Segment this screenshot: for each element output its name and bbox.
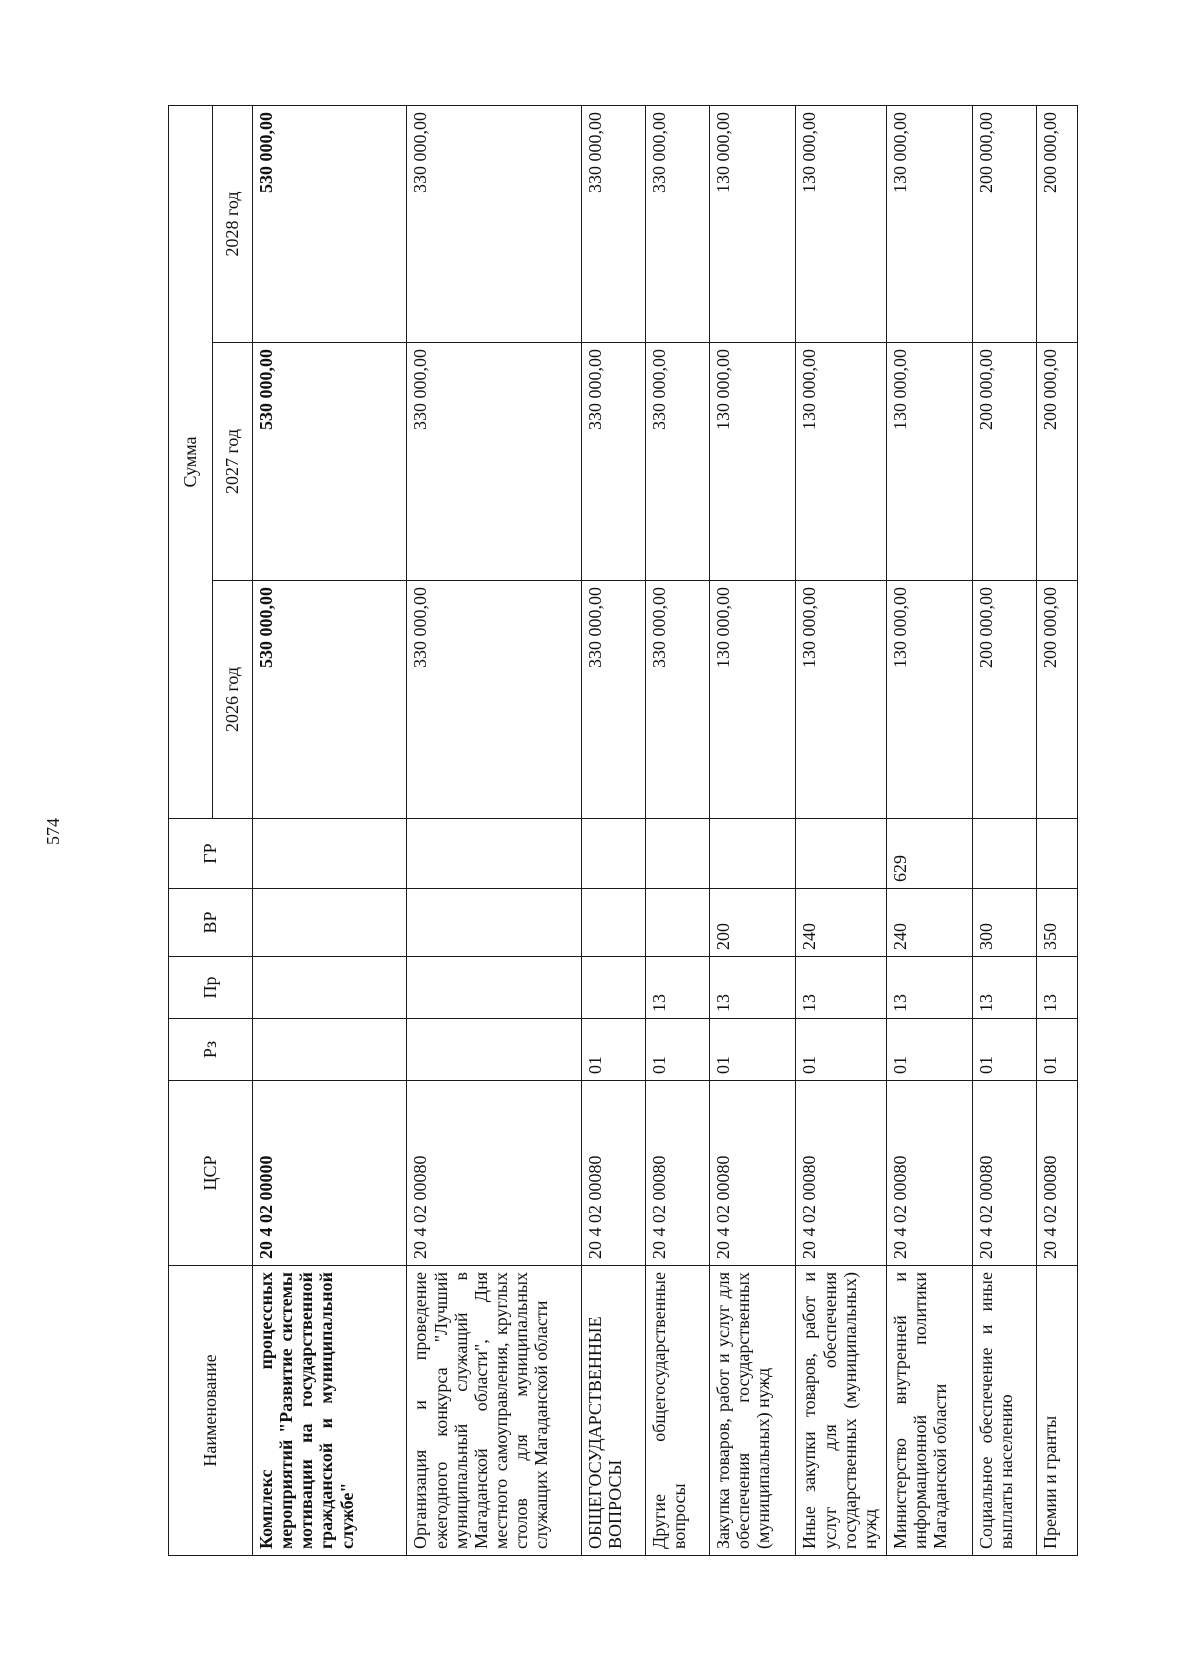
row-rz xyxy=(253,1019,407,1081)
row-sum-2027: 330 000,00 xyxy=(646,343,710,581)
row-csr: 20 4 02 00080 xyxy=(582,1081,646,1266)
row-sum-2028: 330 000,00 xyxy=(646,105,710,342)
row-sum-2026: 130 000,00 xyxy=(886,581,972,819)
row-rz: 01 xyxy=(582,1019,646,1081)
header-pr: Пр xyxy=(169,957,253,1019)
row-csr: 20 4 02 00080 xyxy=(1036,1081,1077,1266)
row-pr xyxy=(582,957,646,1019)
row-rz: 01 xyxy=(796,1019,886,1081)
row-gr xyxy=(972,819,1036,889)
table-row xyxy=(709,105,795,1555)
row-vr: 300 xyxy=(972,889,1036,957)
row-gr xyxy=(709,819,795,889)
header-vr: ВР xyxy=(169,889,253,957)
header-csr: ЦСР xyxy=(169,1081,253,1266)
row-sum-2028: 330 000,00 xyxy=(407,105,582,342)
row-sum-2027: 330 000,00 xyxy=(582,343,646,581)
row-sum-2027: 330 000,00 xyxy=(407,343,582,581)
header-row-1 xyxy=(169,105,213,1555)
row-name: Социальное обеспечение и иные выплаты населению xyxy=(972,1266,1036,1556)
budget-table xyxy=(168,105,1078,1556)
row-sum-2028: 200 000,00 xyxy=(972,105,1036,342)
row-sum-2028: 530 000,00 xyxy=(253,105,407,342)
row-sum-2027: 200 000,00 xyxy=(1036,343,1077,581)
table-row xyxy=(407,105,582,1555)
row-sum-2027: 530 000,00 xyxy=(253,343,407,581)
row-rz: 01 xyxy=(972,1019,1036,1081)
row-vr: 240 xyxy=(886,889,972,957)
row-name: Другие общегосударственные вопросы xyxy=(646,1266,710,1556)
row-name: Премии и гранты xyxy=(1036,1266,1077,1556)
row-sum-2028: 130 000,00 xyxy=(709,105,795,342)
row-pr xyxy=(253,957,407,1019)
row-name: Министерство внутренней и информационной политики Магаданской области xyxy=(886,1266,972,1556)
table-row xyxy=(1036,105,1077,1555)
row-rz: 01 xyxy=(1036,1019,1077,1081)
header-year-2026: 2026 год xyxy=(213,581,253,819)
header-sum: Сумма xyxy=(169,105,213,818)
table-body xyxy=(253,105,1078,1555)
row-csr: 20 4 02 00080 xyxy=(886,1081,972,1266)
row-vr: 240 xyxy=(796,889,886,957)
row-sum-2026: 130 000,00 xyxy=(709,581,795,819)
row-vr xyxy=(582,889,646,957)
row-sum-2027: 130 000,00 xyxy=(886,343,972,581)
row-sum-2027: 200 000,00 xyxy=(972,343,1036,581)
row-vr: 350 xyxy=(1036,889,1077,957)
table-row xyxy=(886,105,972,1555)
row-sum-2028: 130 000,00 xyxy=(796,105,886,342)
row-vr xyxy=(407,889,582,957)
header-year-2027: 2027 год xyxy=(213,343,253,581)
header-name: Наименование xyxy=(169,1266,253,1556)
row-vr xyxy=(253,889,407,957)
row-sum-2027: 130 000,00 xyxy=(796,343,886,581)
row-name: Комплекс процессных мероприятий "Развитие системы мотивации на государственной гражданской и муниципальной службе" xyxy=(253,1266,407,1556)
row-gr xyxy=(582,819,646,889)
page-number: 574 xyxy=(43,817,63,845)
header-rz: Рз xyxy=(169,1019,253,1081)
row-sum-2026: 130 000,00 xyxy=(796,581,886,819)
row-sum-2026: 330 000,00 xyxy=(646,581,710,819)
rotated-table-stage xyxy=(168,106,1078,1556)
row-gr xyxy=(1036,819,1077,889)
header-year-2028: 2028 год xyxy=(213,105,253,342)
table-row xyxy=(582,105,646,1555)
table-row xyxy=(796,105,886,1555)
row-rz: 01 xyxy=(646,1019,710,1081)
row-gr: 629 xyxy=(886,819,972,889)
row-name: Закупка товаров, работ и услуг для обеспечения государственных (муниципальных) нужд xyxy=(709,1266,795,1556)
row-rz xyxy=(407,1019,582,1081)
row-sum-2026: 200 000,00 xyxy=(1036,581,1077,819)
row-sum-2026: 200 000,00 xyxy=(972,581,1036,819)
row-gr xyxy=(796,819,886,889)
row-sum-2028: 200 000,00 xyxy=(1036,105,1077,342)
row-gr xyxy=(407,819,582,889)
row-pr: 13 xyxy=(646,957,710,1019)
row-name: ОБЩЕГОСУДАРСТВЕННЫЕ ВОПРОСЫ xyxy=(582,1266,646,1556)
row-sum-2026: 330 000,00 xyxy=(407,581,582,819)
table-row xyxy=(646,105,710,1555)
row-gr xyxy=(646,819,710,889)
row-vr: 200 xyxy=(709,889,795,957)
row-rz: 01 xyxy=(886,1019,972,1081)
row-vr xyxy=(646,889,710,957)
row-pr: 13 xyxy=(886,957,972,1019)
row-pr xyxy=(407,957,582,1019)
row-gr xyxy=(253,819,407,889)
row-name: Организация и проведение ежегодного конкурса "Лучший муниципальный служащий в Магаданской области", Дня местного самоуправления, круглых столов для муниципальных служащих Магаданской области xyxy=(407,1266,582,1556)
row-csr: 20 4 02 00000 xyxy=(253,1081,407,1266)
row-csr: 20 4 02 00080 xyxy=(646,1081,710,1266)
row-sum-2028: 330 000,00 xyxy=(582,105,646,342)
row-sum-2028: 130 000,00 xyxy=(886,105,972,342)
row-sum-2026: 330 000,00 xyxy=(582,581,646,819)
row-csr: 20 4 02 00080 xyxy=(796,1081,886,1266)
table-header xyxy=(169,105,253,1555)
table-row xyxy=(253,105,407,1555)
table-row xyxy=(972,105,1036,1555)
row-sum-2027: 130 000,00 xyxy=(709,343,795,581)
row-pr: 13 xyxy=(972,957,1036,1019)
row-sum-2026: 530 000,00 xyxy=(253,581,407,819)
row-rz: 01 xyxy=(709,1019,795,1081)
header-gr: ГР xyxy=(169,819,253,889)
row-csr: 20 4 02 00080 xyxy=(972,1081,1036,1266)
row-name: Иные закупки товаров, работ и услуг для обеспечения государственных (муниципальных) нужд xyxy=(796,1266,886,1556)
row-pr: 13 xyxy=(1036,957,1077,1019)
row-csr: 20 4 02 00080 xyxy=(709,1081,795,1266)
row-pr: 13 xyxy=(796,957,886,1019)
row-pr: 13 xyxy=(709,957,795,1019)
row-csr: 20 4 02 00080 xyxy=(407,1081,582,1266)
